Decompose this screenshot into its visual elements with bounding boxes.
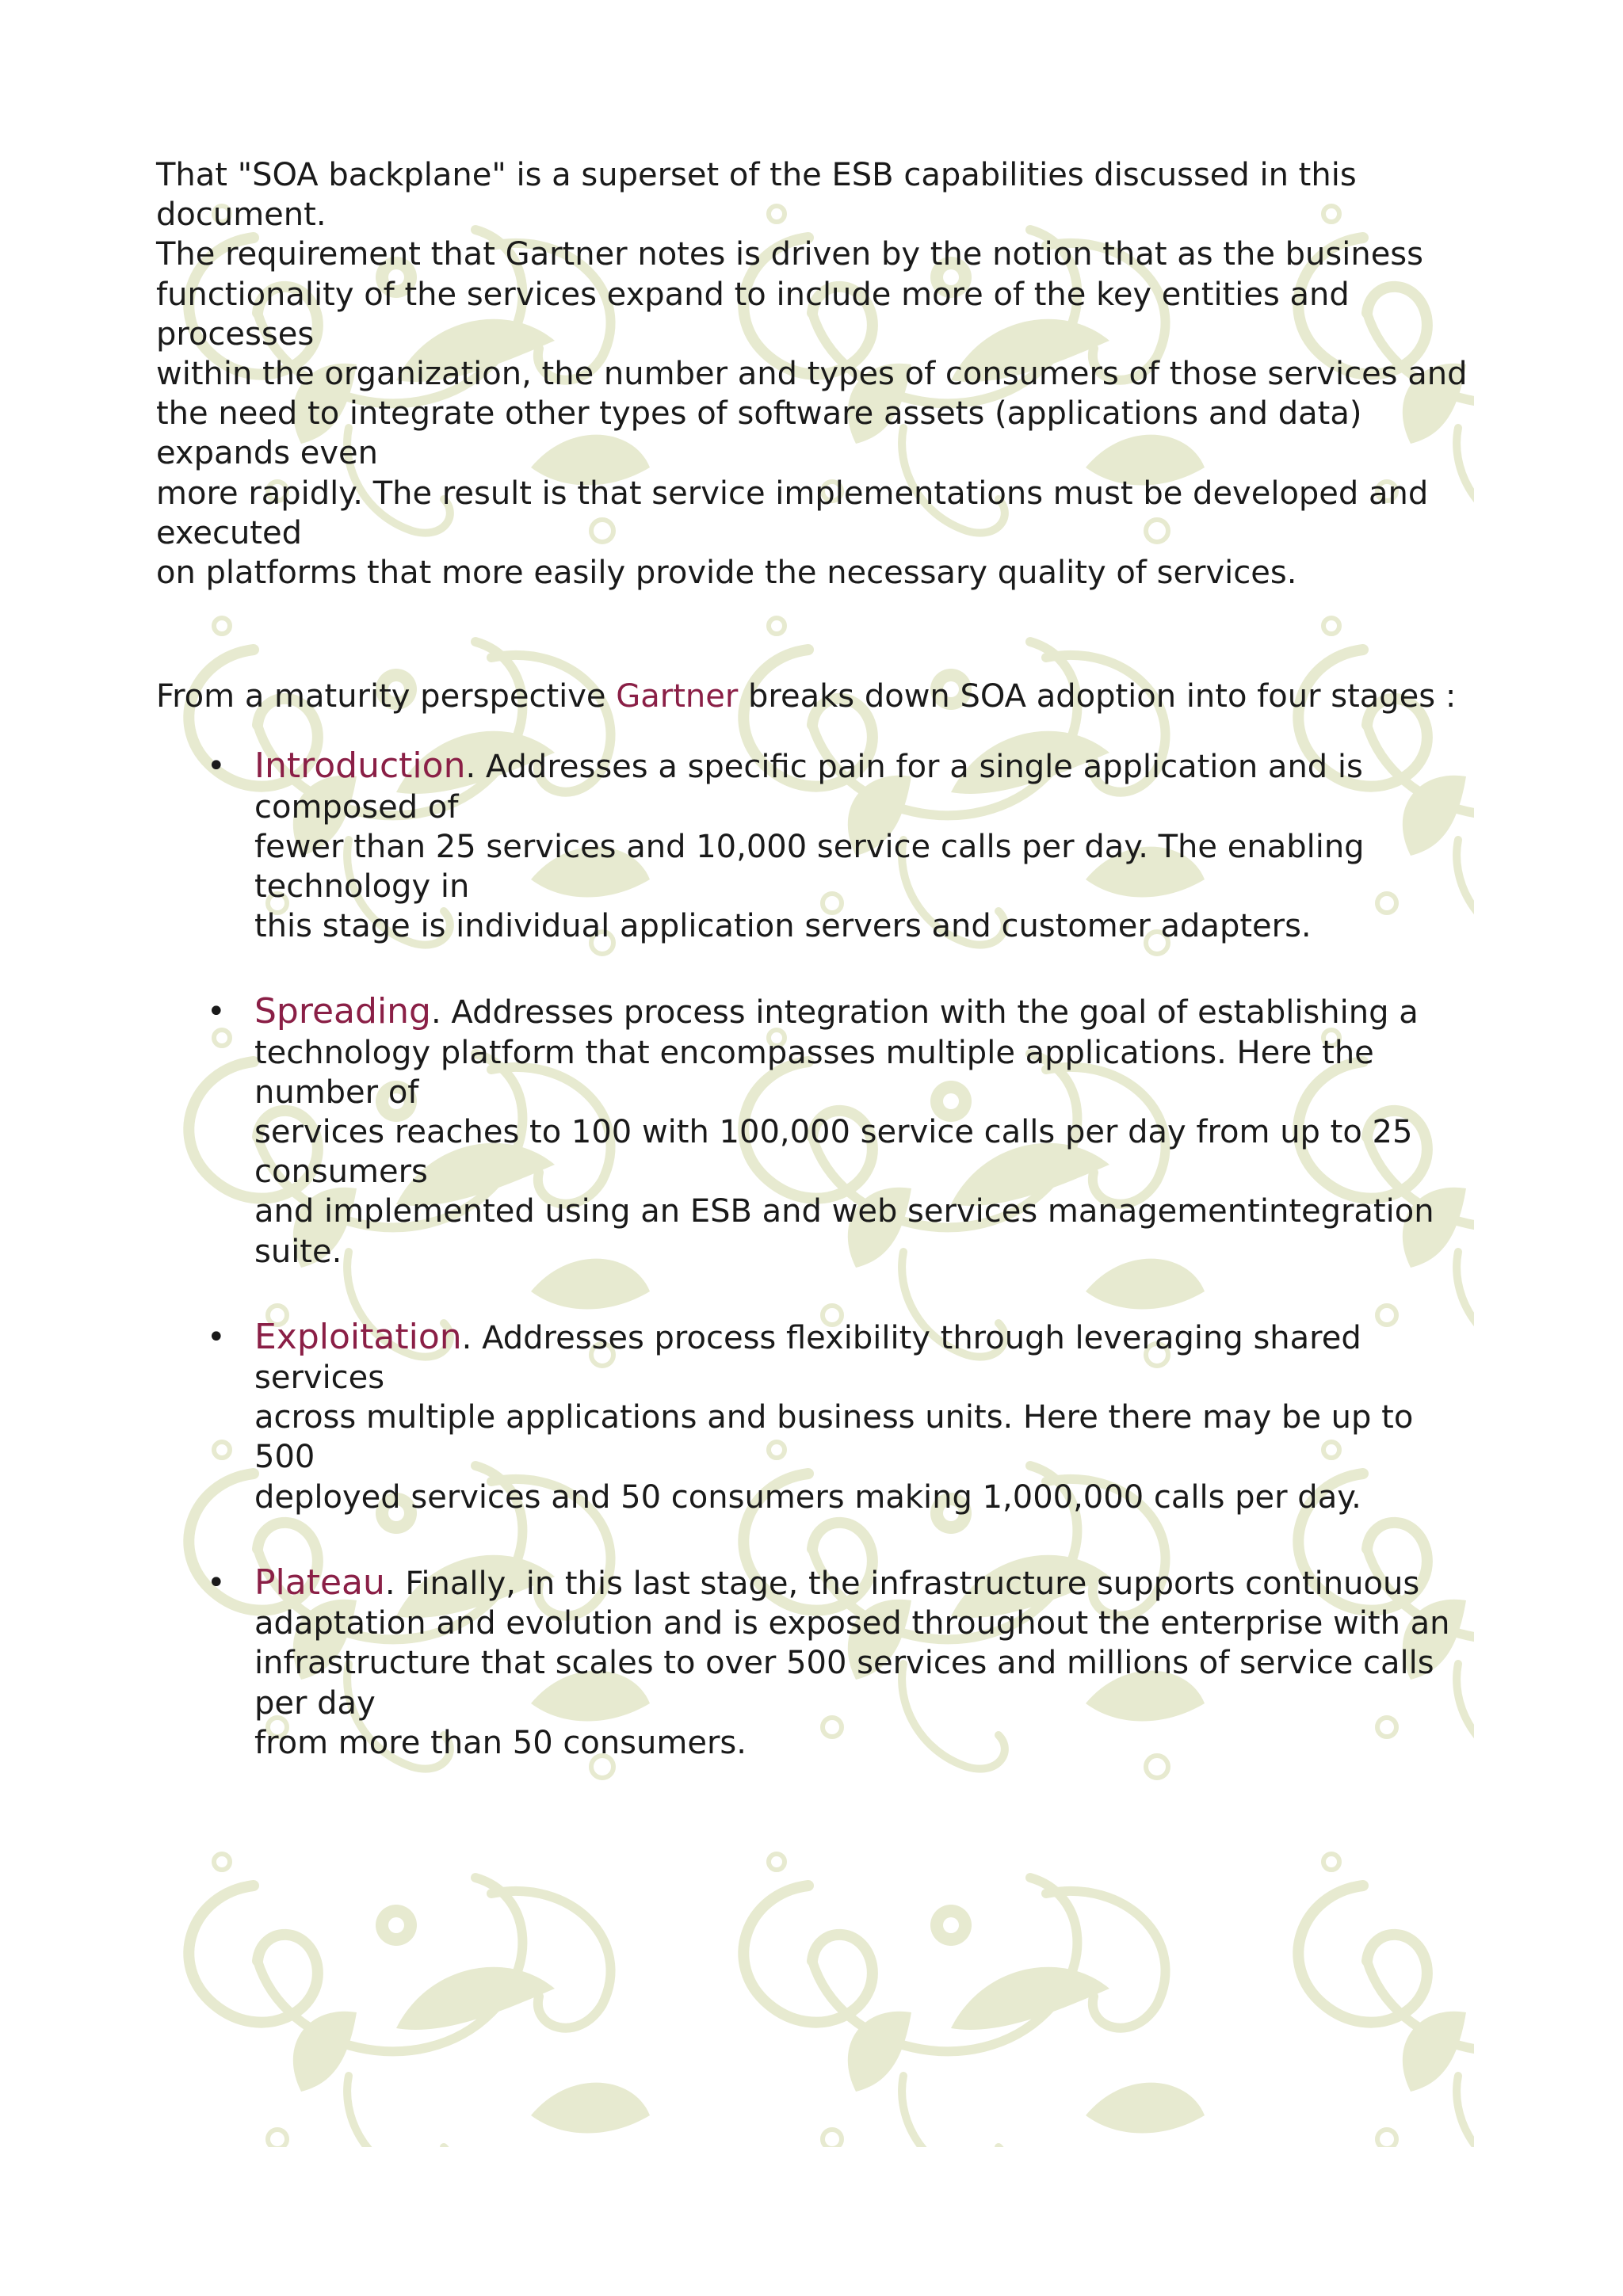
- bullet-icon: •: [207, 994, 226, 1031]
- stage-list: [156, 746, 1472, 1762]
- intro-text-before: From a maturity perspective: [156, 678, 617, 715]
- stage-plateau-text: . Finally, in this last stage, the infrastructure supports continuous adaptation and evolution and is exposed throughout the enterprise with an infrastructure that scales to over 500 services and millions of service calls per day from more than 50 consumers.: [254, 1565, 1450, 1761]
- stage-exploitation: [156, 1318, 1472, 1517]
- opening-paragraph: That "SOA backplane" is a superset of the ESB capabilities discussed in this document. The requirement that Gartner notes is driven by the notion that as the business functionality of the services expand to include more of the key entities and processes within the organization, the number and types of consumers of those services and the need to integrate other types of software assets (applications and data) expands even more rapidly. The result is that service implementations must be developed and executed on platforms that more easily provide the necessary quality of services.: [156, 157, 1468, 592]
- stage-spreading-text: . Addresses process integration with the goal of establishing a technology platform that encompasses multiple applications. Here the number of services reaches to 100 with 100,000 service calls per day from up to 25 consumers and implemented using an ESB and web services managementintegration suite.: [254, 994, 1434, 1270]
- stage-exploitation-name: Exploitation: [254, 1316, 462, 1357]
- bullet-icon: •: [207, 1564, 226, 1601]
- bullet-icon: •: [207, 1318, 226, 1356]
- stage-plateau: [156, 1563, 1472, 1763]
- document-body: [156, 155, 1472, 1809]
- stage-spreading-name: Spreading: [254, 991, 431, 1032]
- stage-exploitation-text: . Addresses process flexibility through leveraging shared services across multiple applications and business units. Here there may be up to 500 deployed services and 50 consumers making 1,000,000 calls per day.: [254, 1319, 1414, 1516]
- stage-introduction-name: Introduction: [254, 746, 466, 787]
- intro-text-after: breaks down SOA adoption into four stages :: [738, 678, 1457, 715]
- bullet-icon: •: [207, 748, 226, 785]
- stage-spreading: [156, 992, 1472, 1271]
- stage-introduction: [156, 746, 1472, 946]
- stage-introduction-text: . Addresses a specific pain for a single application and is composed of fewer than 25 services and 10,000 service calls per day. The enabling technology in this stage is individual application servers and customer adapters.: [254, 749, 1365, 945]
- gartner-link: Gartner: [616, 678, 739, 715]
- stages-intro-sentence: [156, 677, 1472, 716]
- stage-plateau-name: Plateau: [254, 1562, 385, 1603]
